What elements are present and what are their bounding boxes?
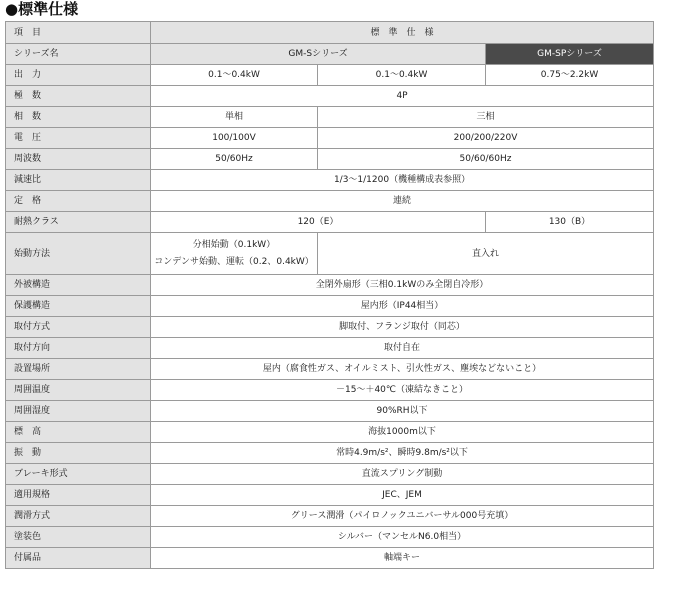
voltage-single: 100/100V (151, 128, 318, 149)
row-label-rating: 定 格 (6, 191, 151, 212)
phase-three: 三相 (318, 107, 654, 128)
table-row-enclosure (6, 275, 654, 296)
table-row-series (6, 44, 654, 65)
table-row-starting (6, 233, 654, 275)
table-row-rating (6, 191, 654, 212)
row-label-paint: 塗装色 (6, 527, 151, 548)
series-gmsp: GM-SPシリーズ (486, 44, 654, 65)
protection-value: 屋内形（IP44相当） (151, 296, 654, 317)
row-label-reduction: 減速比 (6, 170, 151, 191)
table-row-poles (6, 86, 654, 107)
row-label-heat-class: 耐熱クラス (6, 212, 151, 233)
mounting-value: 脚取付、フランジ取付（同芯） (151, 317, 654, 338)
enclosure-value: 全閉外扇形（三相0.1kWのみ全閉自冷形） (151, 275, 654, 296)
reduction-value: 1/3～1/1200（機種構成表参照） (151, 170, 654, 191)
table-row-protection (6, 296, 654, 317)
starting-three: 直入れ (318, 233, 654, 275)
table-row-reduction (6, 170, 654, 191)
table-row-standards (6, 485, 654, 506)
table-row-accessory (6, 548, 654, 569)
altitude-value: 海抜1000m以下 (151, 422, 654, 443)
location-value: 屋内（腐食性ガス、オイルミスト、引火性ガス、塵埃などないこと） (151, 359, 654, 380)
direction-value: 取付自在 (151, 338, 654, 359)
table-row-output (6, 65, 654, 86)
row-label-direction: 取付方向 (6, 338, 151, 359)
row-label-accessory: 付属品 (6, 548, 151, 569)
rating-value: 連続 (151, 191, 654, 212)
row-label-phase: 相 数 (6, 107, 151, 128)
table-row-paint (6, 527, 654, 548)
table-row-voltage (6, 128, 654, 149)
accessory-value: 軸端キー (151, 548, 654, 569)
table-row-mounting (6, 317, 654, 338)
phase-single: 単相 (151, 107, 318, 128)
row-label-altitude: 標 高 (6, 422, 151, 443)
row-label-frequency: 周波数 (6, 149, 151, 170)
heat-class-gmsp: 130（B） (486, 212, 654, 233)
row-label-output: 出 力 (6, 65, 151, 86)
table-row-direction (6, 338, 654, 359)
header-spec: 標 準 仕 様 (151, 22, 654, 44)
temperature-value: －15～＋40℃（凍結なきこと） (151, 380, 654, 401)
table-row-temperature (6, 380, 654, 401)
table-row-frequency (6, 149, 654, 170)
series-gms: GM-Sシリーズ (151, 44, 486, 65)
table-header-row (6, 22, 654, 44)
table-row-lubrication (6, 506, 654, 527)
row-label-poles: 極 数 (6, 86, 151, 107)
row-label-humidity: 周囲湿度 (6, 401, 151, 422)
heat-class-gms: 120（E） (151, 212, 486, 233)
humidity-value: 90%RH以下 (151, 401, 654, 422)
output-col3: 0.75～2.2kW (486, 65, 654, 86)
starting-single (151, 233, 318, 275)
lubrication-value: グリース潤滑（パイロノックユニバーサル000号充填） (151, 506, 654, 527)
page-title: ●標準仕様 (5, 0, 79, 18)
header-item: 項 目 (6, 22, 151, 44)
frequency-single: 50/60Hz (151, 149, 318, 170)
row-label-location: 設置場所 (6, 359, 151, 380)
table-row-location (6, 359, 654, 380)
row-label-temperature: 周囲温度 (6, 380, 151, 401)
brake-value: 直流スプリング制動 (151, 464, 654, 485)
poles-value: 4P (151, 86, 654, 107)
table-row-brake (6, 464, 654, 485)
spec-table (5, 21, 654, 569)
row-label-vibration: 振 動 (6, 443, 151, 464)
table-row-humidity (6, 401, 654, 422)
row-label-series: シリーズ名 (6, 44, 151, 65)
row-label-mounting: 取付方式 (6, 317, 151, 338)
standards-value: JEC、JEM (151, 485, 654, 506)
row-label-protection: 保護構造 (6, 296, 151, 317)
row-label-enclosure: 外被構造 (6, 275, 151, 296)
starting-line1: 分相始動（0.1kW） (192, 239, 276, 250)
row-label-starting: 始動方法 (6, 233, 151, 275)
voltage-three: 200/200/220V (318, 128, 654, 149)
table-row-heat-class (6, 212, 654, 233)
table-row-phase (6, 107, 654, 128)
table-row-altitude (6, 422, 654, 443)
frequency-three: 50/60/60Hz (318, 149, 654, 170)
output-col1: 0.1～0.4kW (151, 65, 318, 86)
paint-value: シルバー（マンセルN6.0相当） (151, 527, 654, 548)
row-label-voltage: 電 圧 (6, 128, 151, 149)
vibration-value: 常時4.9m/s²、瞬時9.8m/s²以下 (151, 443, 654, 464)
row-label-lubrication: 潤滑方式 (6, 506, 151, 527)
row-label-brake: ブレーキ形式 (6, 464, 151, 485)
table-row-vibration (6, 443, 654, 464)
row-label-standards: 適用規格 (6, 485, 151, 506)
output-col2: 0.1～0.4kW (318, 65, 486, 86)
starting-line2: コンデンサ始動、運転（0.2、0.4kW） (154, 256, 314, 267)
